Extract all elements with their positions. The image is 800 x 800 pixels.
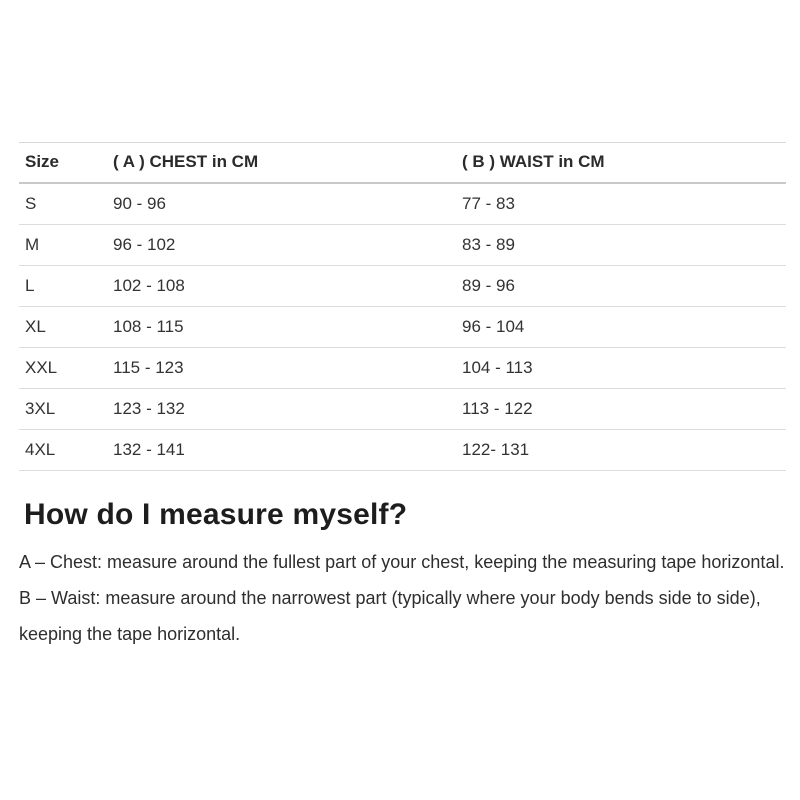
chest-cell: 123 - 132 [107,389,456,430]
table-row [19,307,786,348]
chest-cell: 108 - 115 [107,307,456,348]
chest-instruction: A – Chest: measure around the fullest part of your chest, keeping the measuring tape horizontal. [19,552,785,572]
table-row [19,266,786,307]
table-row [19,225,786,266]
waist-cell: 113 - 122 [456,389,786,430]
table-row [19,430,786,471]
table-header-row [19,143,786,184]
column-header-size: Size [19,143,107,184]
size-cell: M [19,225,107,266]
measure-guide-text [19,544,786,652]
column-header-chest: ( A ) CHEST in CM [107,143,456,184]
waist-cell: 96 - 104 [456,307,786,348]
size-cell: 4XL [19,430,107,471]
column-header-waist: ( B ) WAIST in CM [456,143,786,184]
size-cell: 3XL [19,389,107,430]
waist-cell: 104 - 113 [456,348,786,389]
table-row [19,183,786,225]
waist-instruction: B – Waist: measure around the narrowest part (typically where your body bends side to side), keeping the tape horizontal. [19,588,761,644]
chest-cell: 96 - 102 [107,225,456,266]
table-row [19,348,786,389]
size-chart-table [19,142,786,471]
measure-guide-heading: How do I measure myself? [24,498,408,531]
waist-cell: 122- 131 [456,430,786,471]
waist-cell: 83 - 89 [456,225,786,266]
chest-cell: 132 - 141 [107,430,456,471]
table-row [19,389,786,430]
waist-cell: 77 - 83 [456,183,786,225]
size-cell: L [19,266,107,307]
size-cell: S [19,183,107,225]
waist-cell: 89 - 96 [456,266,786,307]
chest-cell: 102 - 108 [107,266,456,307]
chest-cell: 90 - 96 [107,183,456,225]
size-cell: XL [19,307,107,348]
size-cell: XXL [19,348,107,389]
chest-cell: 115 - 123 [107,348,456,389]
